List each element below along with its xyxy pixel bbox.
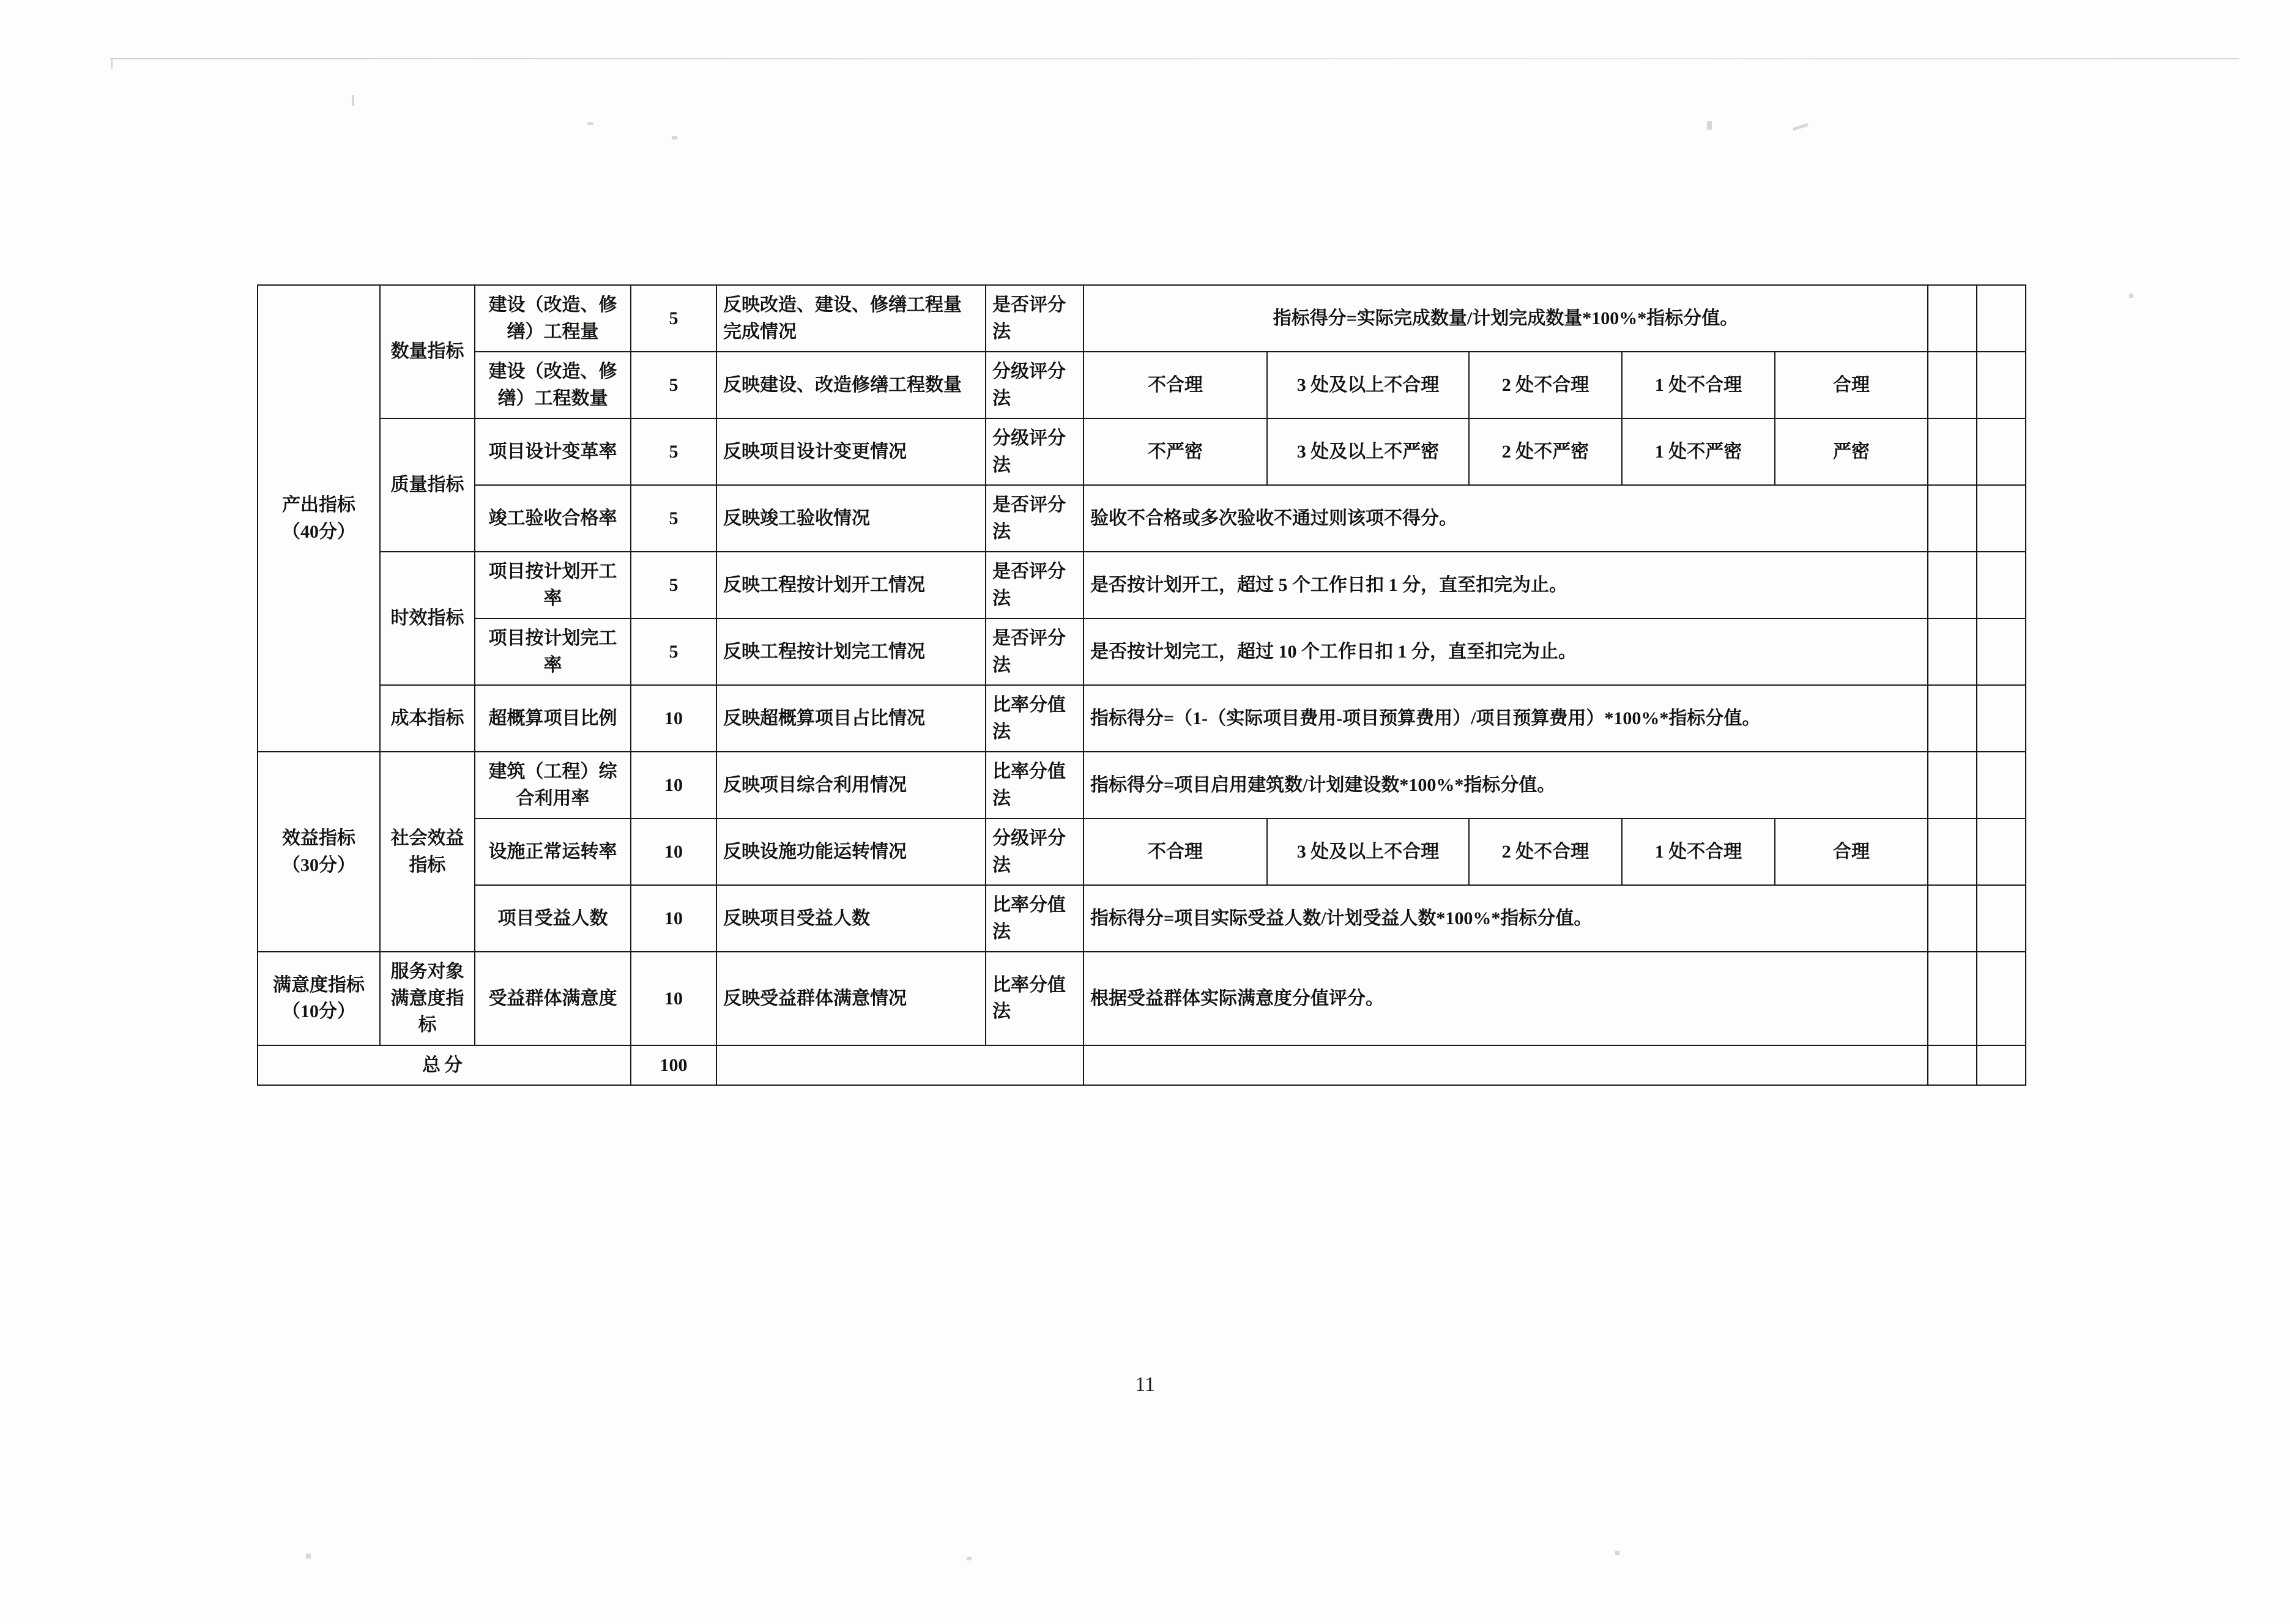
- cell-indicator: 项目按计划完工率: [475, 618, 631, 685]
- cell-formula: 验收不合格或多次验收不通过则该项不得分。: [1084, 485, 1928, 552]
- table-row: [258, 485, 2026, 552]
- scan-artifact-top-line: [110, 58, 2239, 59]
- cell-total-blank-2: [1084, 1045, 1928, 1086]
- cell-indicator: 项目受益人数: [475, 885, 631, 952]
- cell-blank-a: [1928, 418, 1977, 485]
- cell-indicator: 建设（改造、修缮）工程量: [475, 285, 631, 352]
- cell-method: 分级评分法: [986, 418, 1084, 485]
- table-row: [258, 618, 2026, 685]
- cell-level-5: 严密: [1775, 418, 1928, 485]
- cell-blank-a: [1928, 952, 1977, 1045]
- cell-total-label: 总分: [258, 1045, 631, 1086]
- cell-level-5: 合理: [1775, 352, 1928, 418]
- cell-level-2: 3 处及以上不合理: [1267, 352, 1469, 418]
- scan-speck: [587, 122, 593, 125]
- cell-blank-a: [1928, 885, 1977, 952]
- cell-blank-b: [1977, 952, 2026, 1045]
- cell-score: 10: [631, 885, 716, 952]
- cell-description: 反映改造、建设、修缮工程量完成情况: [716, 285, 986, 352]
- cell-total-blank-1: [716, 1045, 1084, 1086]
- cell-dimension: 服务对象满意度指标: [380, 952, 475, 1045]
- cell-category: 满意度指标（10分）: [258, 952, 380, 1045]
- cell-blank-b: [1977, 685, 2026, 752]
- cell-level-5: 合理: [1775, 818, 1928, 885]
- cell-dimension: 质量指标: [380, 418, 475, 552]
- cell-method: 比率分值法: [986, 685, 1084, 752]
- scan-speck: [352, 95, 354, 106]
- cell-description: 反映项目综合利用情况: [716, 752, 986, 818]
- cell-dimension: 成本指标: [380, 685, 475, 752]
- cell-formula: 是否按计划完工，超过 10 个工作日扣 1 分，直至扣完为止。: [1084, 618, 1928, 685]
- cell-level-3: 2 处不严密: [1469, 418, 1622, 485]
- cell-method: 是否评分法: [986, 285, 1084, 352]
- cell-score: 10: [631, 952, 716, 1045]
- cell-dimension: 社会效益指标: [380, 752, 475, 952]
- cell-indicator: 项目设计变革率: [475, 418, 631, 485]
- cell-method: 是否评分法: [986, 618, 1084, 685]
- cell-indicator: 受益群体满意度: [475, 952, 631, 1045]
- cell-formula: 指标得分=（1-（实际项目费用-项目预算费用）/项目预算费用）*100%*指标分值。: [1084, 685, 1928, 752]
- cell-blank-a: [1928, 352, 1977, 418]
- cell-score: 5: [631, 285, 716, 352]
- cell-method: 是否评分法: [986, 552, 1084, 618]
- cell-dimension: 数量指标: [380, 285, 475, 418]
- cell-level-1: 不严密: [1084, 418, 1267, 485]
- cell-formula: 指标得分=项目实际受益人数/计划受益人数*100%*指标分值。: [1084, 885, 1928, 952]
- cell-blank-a: [1928, 485, 1977, 552]
- cell-formula: 指标得分=项目启用建筑数/计划建设数*100%*指标分值。: [1084, 752, 1928, 818]
- cell-blank-b: [1977, 1045, 2026, 1086]
- cell-method: 是否评分法: [986, 485, 1084, 552]
- cell-level-3: 2 处不合理: [1469, 818, 1622, 885]
- cell-description: 反映超概算项目占比情况: [716, 685, 986, 752]
- cell-blank-b: [1977, 618, 2026, 685]
- table-row: [258, 818, 2026, 885]
- table-row: [258, 352, 2026, 418]
- cell-dimension: 时效指标: [380, 552, 475, 685]
- cell-method: 比率分值法: [986, 885, 1084, 952]
- cell-method: 比率分值法: [986, 752, 1084, 818]
- cell-blank-a: [1928, 285, 1977, 352]
- cell-level-3: 2 处不合理: [1469, 352, 1622, 418]
- cell-description: 反映建设、改造修缮工程数量: [716, 352, 986, 418]
- scan-speck: [1707, 121, 1712, 130]
- table-row: [258, 285, 2026, 352]
- cell-description: 反映竣工验收情况: [716, 485, 986, 552]
- cell-score: 5: [631, 552, 716, 618]
- cell-indicator: 超概算项目比例: [475, 685, 631, 752]
- cell-blank-b: [1977, 485, 2026, 552]
- cell-indicator: 建设（改造、修缮）工程数量: [475, 352, 631, 418]
- scan-speck: [1615, 1551, 1619, 1555]
- cell-indicator: 建筑（工程）综合利用率: [475, 752, 631, 818]
- cell-score: 10: [631, 818, 716, 885]
- cell-level-4: 1 处不合理: [1622, 818, 1775, 885]
- cell-category: 产出指标（40分）: [258, 285, 380, 752]
- scan-speck: [306, 1554, 311, 1559]
- table-row: [258, 685, 2026, 752]
- cell-blank-b: [1977, 752, 2026, 818]
- cell-method: 比率分值法: [986, 952, 1084, 1045]
- cell-formula: 根据受益群体实际满意度分值评分。: [1084, 952, 1928, 1045]
- cell-indicator: 项目按计划开工率: [475, 552, 631, 618]
- scan-artifact-left-line: [111, 58, 113, 69]
- cell-description: 反映设施功能运转情况: [716, 818, 986, 885]
- cell-score: 10: [631, 685, 716, 752]
- cell-level-4: 1 处不合理: [1622, 352, 1775, 418]
- scan-speck: [967, 1557, 972, 1560]
- cell-blank-a: [1928, 752, 1977, 818]
- cell-score: 5: [631, 418, 716, 485]
- cell-blank-a: [1928, 552, 1977, 618]
- cell-description: 反映工程按计划开工情况: [716, 552, 986, 618]
- cell-level-2: 3 处及以上不严密: [1267, 418, 1469, 485]
- cell-description: 反映受益群体满意情况: [716, 952, 986, 1045]
- cell-blank-a: [1928, 818, 1977, 885]
- cell-blank-a: [1928, 685, 1977, 752]
- performance-indicator-table: [257, 284, 2025, 1086]
- cell-blank-b: [1977, 418, 2026, 485]
- cell-blank-b: [1977, 352, 2026, 418]
- cell-score: 5: [631, 352, 716, 418]
- cell-blank-a: [1928, 1045, 1977, 1086]
- cell-total-score: 100: [631, 1045, 716, 1086]
- cell-blank-a: [1928, 618, 1977, 685]
- table-total-row: [258, 1045, 2026, 1086]
- scan-speck: [2129, 294, 2133, 298]
- cell-score: 10: [631, 752, 716, 818]
- table-row: [258, 552, 2026, 618]
- cell-level-1: 不合理: [1084, 818, 1267, 885]
- cell-score: 5: [631, 618, 716, 685]
- cell-method: 分级评分法: [986, 352, 1084, 418]
- cell-level-4: 1 处不严密: [1622, 418, 1775, 485]
- table-row: [258, 418, 2026, 485]
- cell-indicator: 设施正常运转率: [475, 818, 631, 885]
- cell-method: 分级评分法: [986, 818, 1084, 885]
- cell-description: 反映项目设计变更情况: [716, 418, 986, 485]
- scan-speck: [672, 136, 677, 139]
- table-row: [258, 952, 2026, 1045]
- cell-formula: 是否按计划开工，超过 5 个工作日扣 1 分，直至扣完为止。: [1084, 552, 1928, 618]
- cell-blank-b: [1977, 285, 2026, 352]
- cell-indicator: 竣工验收合格率: [475, 485, 631, 552]
- cell-description: 反映项目受益人数: [716, 885, 986, 952]
- cell-blank-b: [1977, 818, 2026, 885]
- cell-blank-b: [1977, 885, 2026, 952]
- cell-score: 5: [631, 485, 716, 552]
- cell-formula: 指标得分=实际完成数量/计划完成数量*100%*指标分值。: [1084, 285, 1928, 352]
- page-number: 11: [1135, 1373, 1155, 1396]
- scan-speck: [1793, 123, 1809, 131]
- cell-category: 效益指标（30分）: [258, 752, 380, 952]
- table-row: [258, 885, 2026, 952]
- cell-level-1: 不合理: [1084, 352, 1267, 418]
- table-row: [258, 752, 2026, 818]
- cell-level-2: 3 处及以上不合理: [1267, 818, 1469, 885]
- cell-blank-b: [1977, 552, 2026, 618]
- cell-description: 反映工程按计划完工情况: [716, 618, 986, 685]
